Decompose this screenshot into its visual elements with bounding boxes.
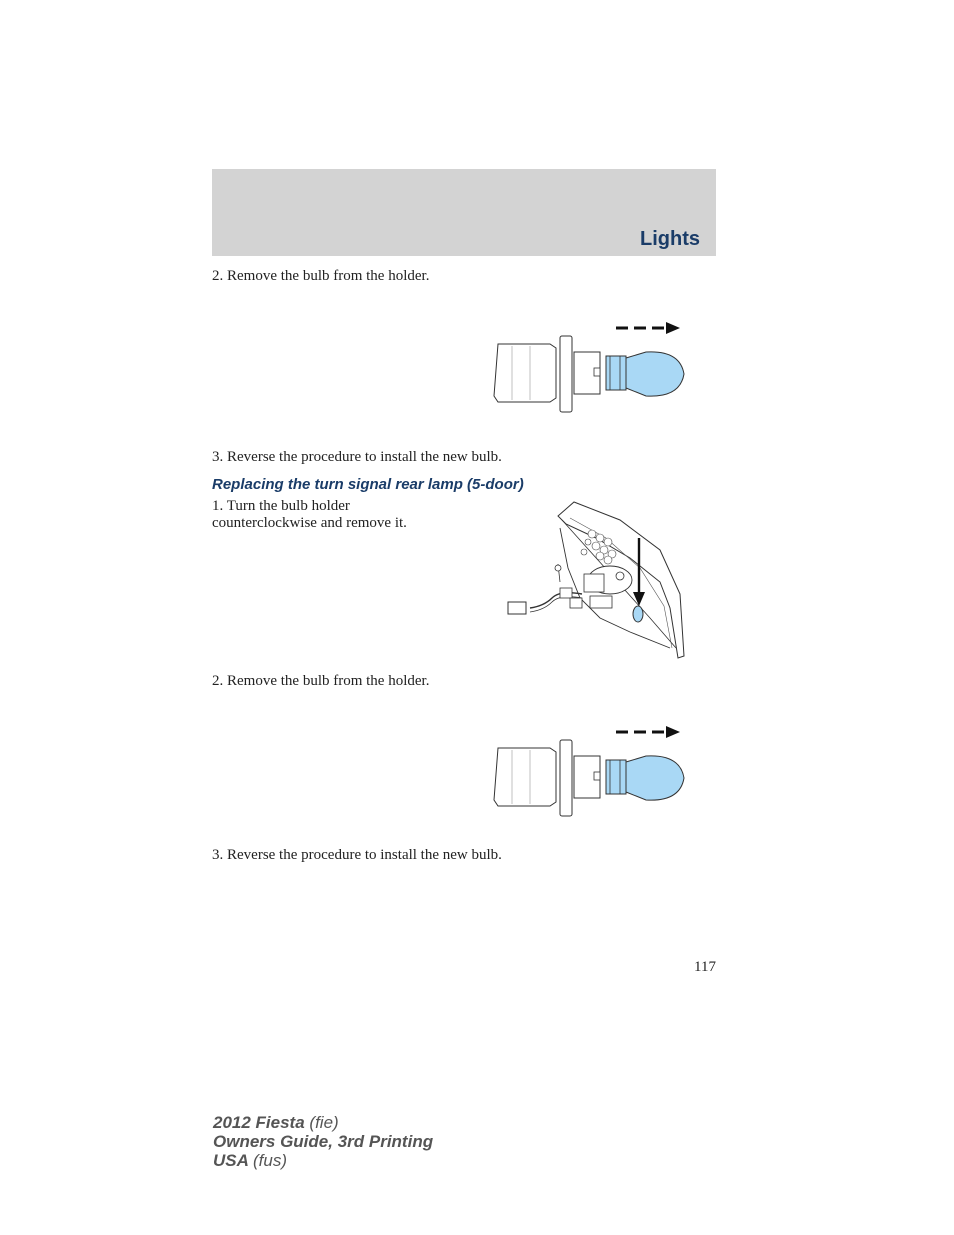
step-1-text-line1: 1. Turn the bulb holder (212, 498, 350, 514)
step-2-text-second: 2. Remove the bulb from the holder. (212, 673, 430, 689)
bulb-removal-illustration-1 (490, 316, 710, 416)
direction-arrow-icon (616, 726, 680, 738)
rear-lamp-assembly-illustration (500, 498, 690, 663)
footer-line-guide: Owners Guide, 3rd Printing (213, 1132, 434, 1151)
section-title: Lights (640, 228, 700, 250)
section-subheading: Replacing the turn signal rear lamp (5-door) (212, 476, 524, 493)
bulb-removal-illustration-2 (490, 720, 710, 820)
step-3-text-first: 3. Reverse the procedure to install the new bulb. (212, 449, 502, 465)
turn-signal-bulb-holder (633, 606, 643, 622)
footer-market-code: (fus) (253, 1151, 287, 1170)
direction-arrow-icon (616, 322, 680, 334)
footer-line-model (213, 1113, 433, 1132)
socket-area (584, 566, 632, 608)
footer-market-name: USA (213, 1151, 249, 1170)
bulb-icon (606, 756, 684, 800)
bulb-holder (494, 740, 600, 816)
step-1-text-line2: counterclockwise and remove it. (212, 515, 407, 531)
section-header-band (212, 169, 716, 256)
step-3-text-second: 3. Reverse the procedure to install the new bulb. (212, 847, 502, 863)
bulb-icon (606, 352, 684, 396)
footer-model-code: (fie) (309, 1113, 339, 1132)
bulb-holder (494, 336, 600, 412)
footer-line-market (213, 1151, 433, 1170)
footer-model-name: 2012 Fiesta (213, 1113, 305, 1132)
step-2-text-first: 2. Remove the bulb from the holder. (212, 268, 430, 284)
document-footer (213, 1113, 433, 1170)
page-number: 117 (694, 959, 716, 975)
wire-harness (508, 564, 582, 614)
